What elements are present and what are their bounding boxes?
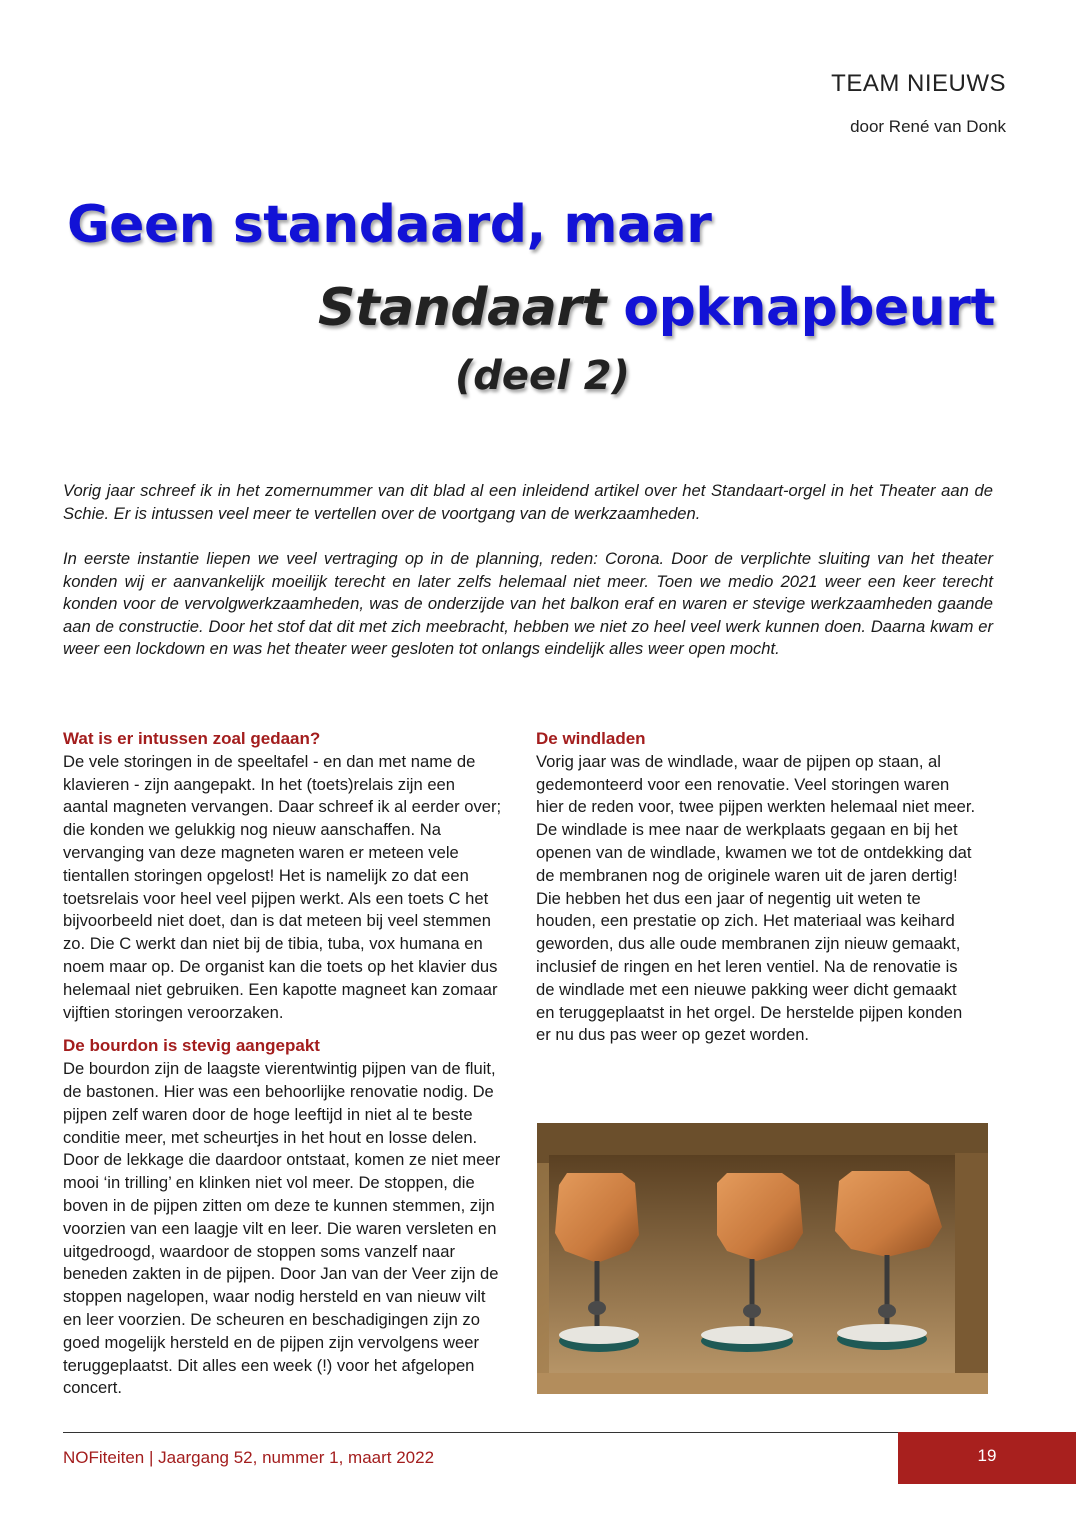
left-paragraph-1: De vele storingen in de speeltafel - en dan met name de klavieren - zijn aangepakt. In het (toets)relais zijn een aantal magneten vervangen. Daar schreef ik al eerder over; die konden we gelukkig nog nieuw aanschaffen. Na vervanging van deze magneten waren er meteen vele tientallen storingen opgelost! Het is namelijk zo dat een toetsrelais voor heel veel pijpen werkt. Als een toets C het bijvoorbeeld niet doet, dan is dat meteen bij veel stemmen zo. Die C werkt dan niet bij de tibia, tuba, vox humana en noem maar op. De organist kan die toets op het klavier dus helemaal niet gebruiken. Een kapotte magneet kan zomaar vijftien storingen veroorzaken. (63, 751, 502, 1022)
footer-publication: NOFiteiten | Jaargang 52, nummer 1, maart 2022 (63, 1448, 435, 1467)
title-opknapbeurt: opknapbeurt (605, 278, 995, 338)
byline: door René van Donk (850, 117, 1006, 136)
heading-windladen: De windladen (536, 729, 646, 748)
intro-paragraph-2: In eerste instantie liepen we veel vertraging op in de planning, reden: Corona. Door de verplichte sluiting van het theater konden wij er aanvankelijk moeilijk terecht en later zelfs helemaal niet meer. Toen we medio 2021 weer een keer terecht konden voor de vervolgwerkzaamheden, was de onderzijde van het balkon eraf en waren er stevige werkzaamheden gaande aan de constructie. Door het stof dat dit met zich meebracht, hebben we niet zo heel veel werk kunnen doen. Daarna kwam er weer een lockdown en was het theater weer gesloten tot onlangs eindelijk alles weer open mocht. (63, 549, 993, 658)
heading-wat-is-er-gedaan: Wat is er intussen zoal gedaan? (63, 729, 321, 748)
title-line-1: Geen standaard, maar (67, 195, 712, 255)
left-column (63, 728, 503, 1400)
heading-bourdon: De bourdon is stevig aangepakt (63, 1036, 320, 1056)
page-number-box (898, 1432, 1076, 1484)
title-line-2 (318, 278, 995, 338)
page-number: 19 (977, 1446, 997, 1465)
footer-rule (63, 1432, 898, 1433)
right-column (536, 728, 976, 1047)
title-line-3: (deel 2) (455, 353, 630, 399)
spacer (63, 1024, 503, 1035)
windlade-photo (537, 1123, 988, 1394)
intro-paragraph-1: Vorig jaar schreef ik in het zomernummer van dit blad al een inleidend artikel over het Standaart-orgel in het Theater aan de Schie. Er is intussen veel meer te vertellen over de voortgang van de werkzaamheden. (63, 481, 993, 523)
left-paragraph-2: De bourdon zijn de laagste vierentwintig pijpen van de fluit, de bastonen. Hier was een behoorlijke renovatie nodig. De pijpen zelf waren door de hoge leeftijd in niet al te beste conditie meer, met scheurtjes in het hout en losse delen. Door de lekkage die daardoor ontstaat, komen ze niet meer mooi ‘in trilling’ en klinken niet vol meer. De stoppen, die boven in de pijpen zitten om deze te kunnen stemmen, zijn voorzien van een laagje vilt en leer. Die waren versleten en uitgedroogd, waardoor de stoppen soms vanzelf naar beneden zakten in de pijpen. Door Jan van der Veer zijn de stoppen nagelopen, waar nodig hersteld en van nieuw vilt en leer voorzien. De scheuren en beschadigingen zijn zo goed mogelijk hersteld en de pijpen zijn vervolgens weer teruggeplaatst. Dit alles een week (!) voor het afgelopen concert. (63, 1059, 501, 1398)
right-paragraph: Vorig jaar was de windlade, waar de pijpen op staan, al gedemonteerd voor een renovatie. Veel storingen waren hier de reden voor, twee pijpen werkten helemaal niet meer. De windlade is mee naar de werkplaats gegaan en bij het openen van de windlade, kwamen we tot de ontdekking dat de membranen nog de originele waren uit de jaren dertig! Die hebben het dus een jaar of negentig uit weten te houden, een prestatie op zich. Het materiaal was keihard geworden, dus alle oude membranen zijn nieuw gemaakt, inclusief de ringen en het leren ventiel. Na de renovatie is de windlade met een nieuwe pakking weer dicht gemaakt en teruggeplaatst in het orgel. De herstelde pijpen konden er nu dus pas weer op gezet worden. (536, 751, 976, 1045)
section-label: TEAM NIEUWS (831, 70, 1006, 97)
title-standaart: Standaart (318, 278, 606, 338)
